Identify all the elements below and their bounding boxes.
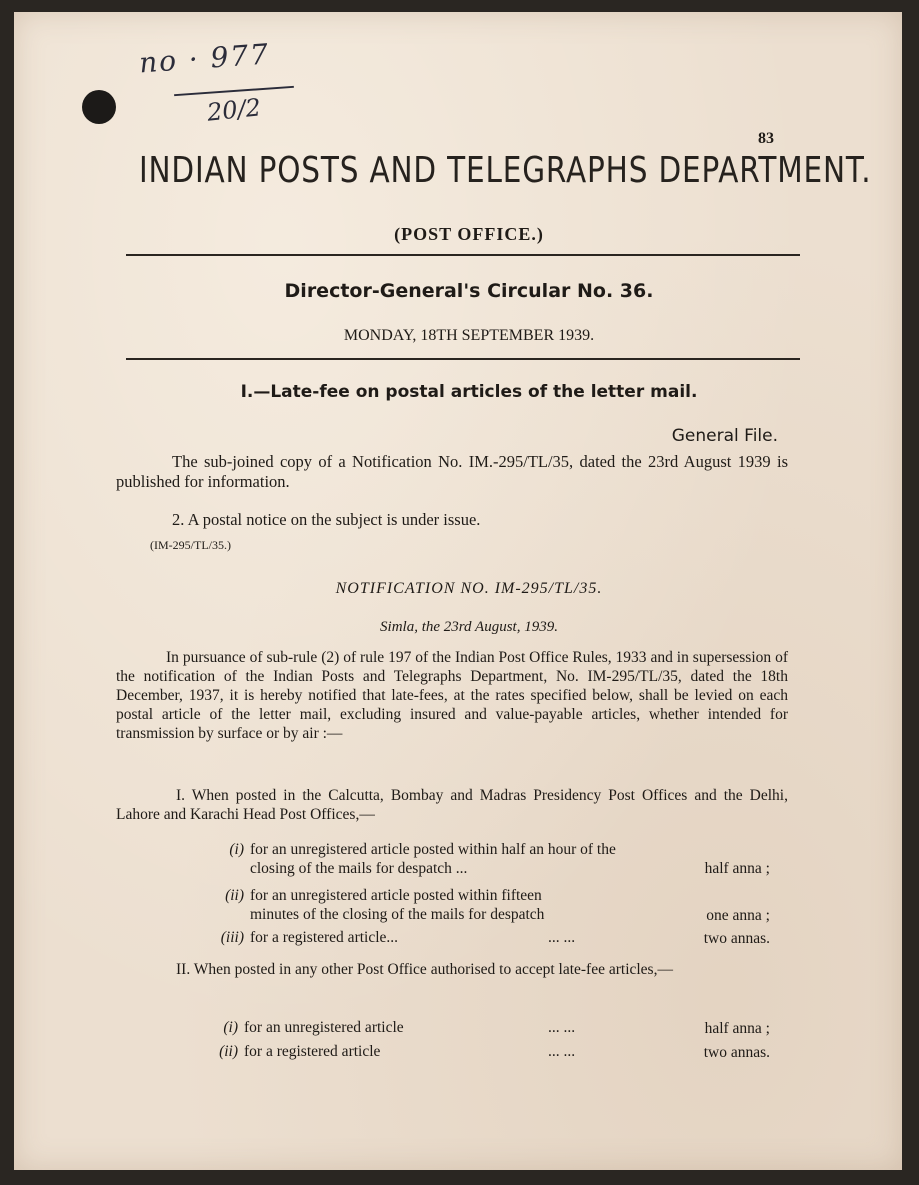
handwritten-number: no · 977 bbox=[138, 37, 272, 80]
notification-place-date: Simla, the 23rd August, 1939. bbox=[380, 619, 558, 635]
file-label: General File. bbox=[671, 426, 778, 446]
clause-2-heading: II. When posted in any other Post Office authorised to accept late-fee articles,— bbox=[176, 961, 673, 978]
clause-1-item-2-rate: one anna ; bbox=[706, 907, 770, 924]
section-subject: I.—Late-fee on postal articles of the letter mail. bbox=[240, 382, 698, 402]
clause-1-heading: I. When posted in the Calcutta, Bombay and Madras Presidency Post Offices and the Delhi, Lahore and Karachi Head Post Offices,— bbox=[116, 787, 788, 823]
handwritten-subnumber: 20/2 bbox=[205, 93, 263, 127]
notification-body: In pursuance of sub-rule (2) of rule 197 of the Indian Post Office Rules, 1933 and in supersession of the notification of the Indian Posts and Telegraphs Department, No. IM-295/TL/35, dated the 18th December, 1937, it is hereby notified that late-fees, at the rates specified below, shall be levied on each postal article of the letter mail, excluding insured and value-payable articles, whether intended for transmission by surface or by air :— bbox=[116, 649, 788, 742]
department-title: INDIAN POSTS AND TELEGRAPHS DEPARTMENT. bbox=[139, 150, 872, 191]
document-page bbox=[14, 12, 902, 1170]
notification-title: NOTIFICATION NO. IM-295/TL/35. bbox=[335, 580, 603, 597]
date-rule bbox=[126, 358, 800, 360]
file-reference: (IM-295/TL/35.) bbox=[150, 538, 231, 552]
clause-1-item-1-rate: half anna ; bbox=[704, 860, 770, 877]
handwritten-underline bbox=[174, 86, 294, 96]
clause-2-item-2: (ii) for a registered article bbox=[219, 1043, 381, 1060]
punch-hole bbox=[82, 90, 116, 124]
clause-1-item-2: (ii) for an unregistered article posted within fifteen minutes of the closing of the mails for despatch bbox=[225, 887, 545, 923]
paragraph-1: The sub-joined copy of a Notification No. IM.-295/TL/35, dated the 23rd August 1939 is published for information. bbox=[116, 452, 788, 491]
clause-2-item-1-rate: half anna ; bbox=[704, 1020, 770, 1037]
circular-date: MONDAY, 18TH SEPTEMBER 1939. bbox=[343, 327, 595, 344]
office-subtitle: (POST OFFICE.) bbox=[394, 224, 544, 244]
clause-2-item-2-rate: two annas. bbox=[703, 1044, 770, 1061]
clause-1-item-3-dots: ... ... bbox=[548, 929, 576, 946]
clause-2-item-2-dots: ... ... bbox=[548, 1043, 576, 1060]
clause-1-item-1: (i) for an unregistered article posted within half an hour of the closing of the mails for despatch ... bbox=[229, 841, 616, 877]
page-number: 83 bbox=[758, 130, 774, 147]
paragraph-2: 2. A postal notice on the subject is under issue. bbox=[172, 510, 481, 529]
clause-1-item-3: (iii) for a registered article... bbox=[220, 929, 399, 946]
clause-2-item-1: (i) for an unregistered article bbox=[223, 1019, 404, 1036]
header-rule bbox=[126, 254, 800, 256]
clause-2-item-1-dots: ... ... bbox=[548, 1019, 576, 1036]
clause-1-item-3-rate: two annas. bbox=[703, 930, 770, 947]
circular-number: Director-General's Circular No. 36. bbox=[284, 280, 654, 302]
